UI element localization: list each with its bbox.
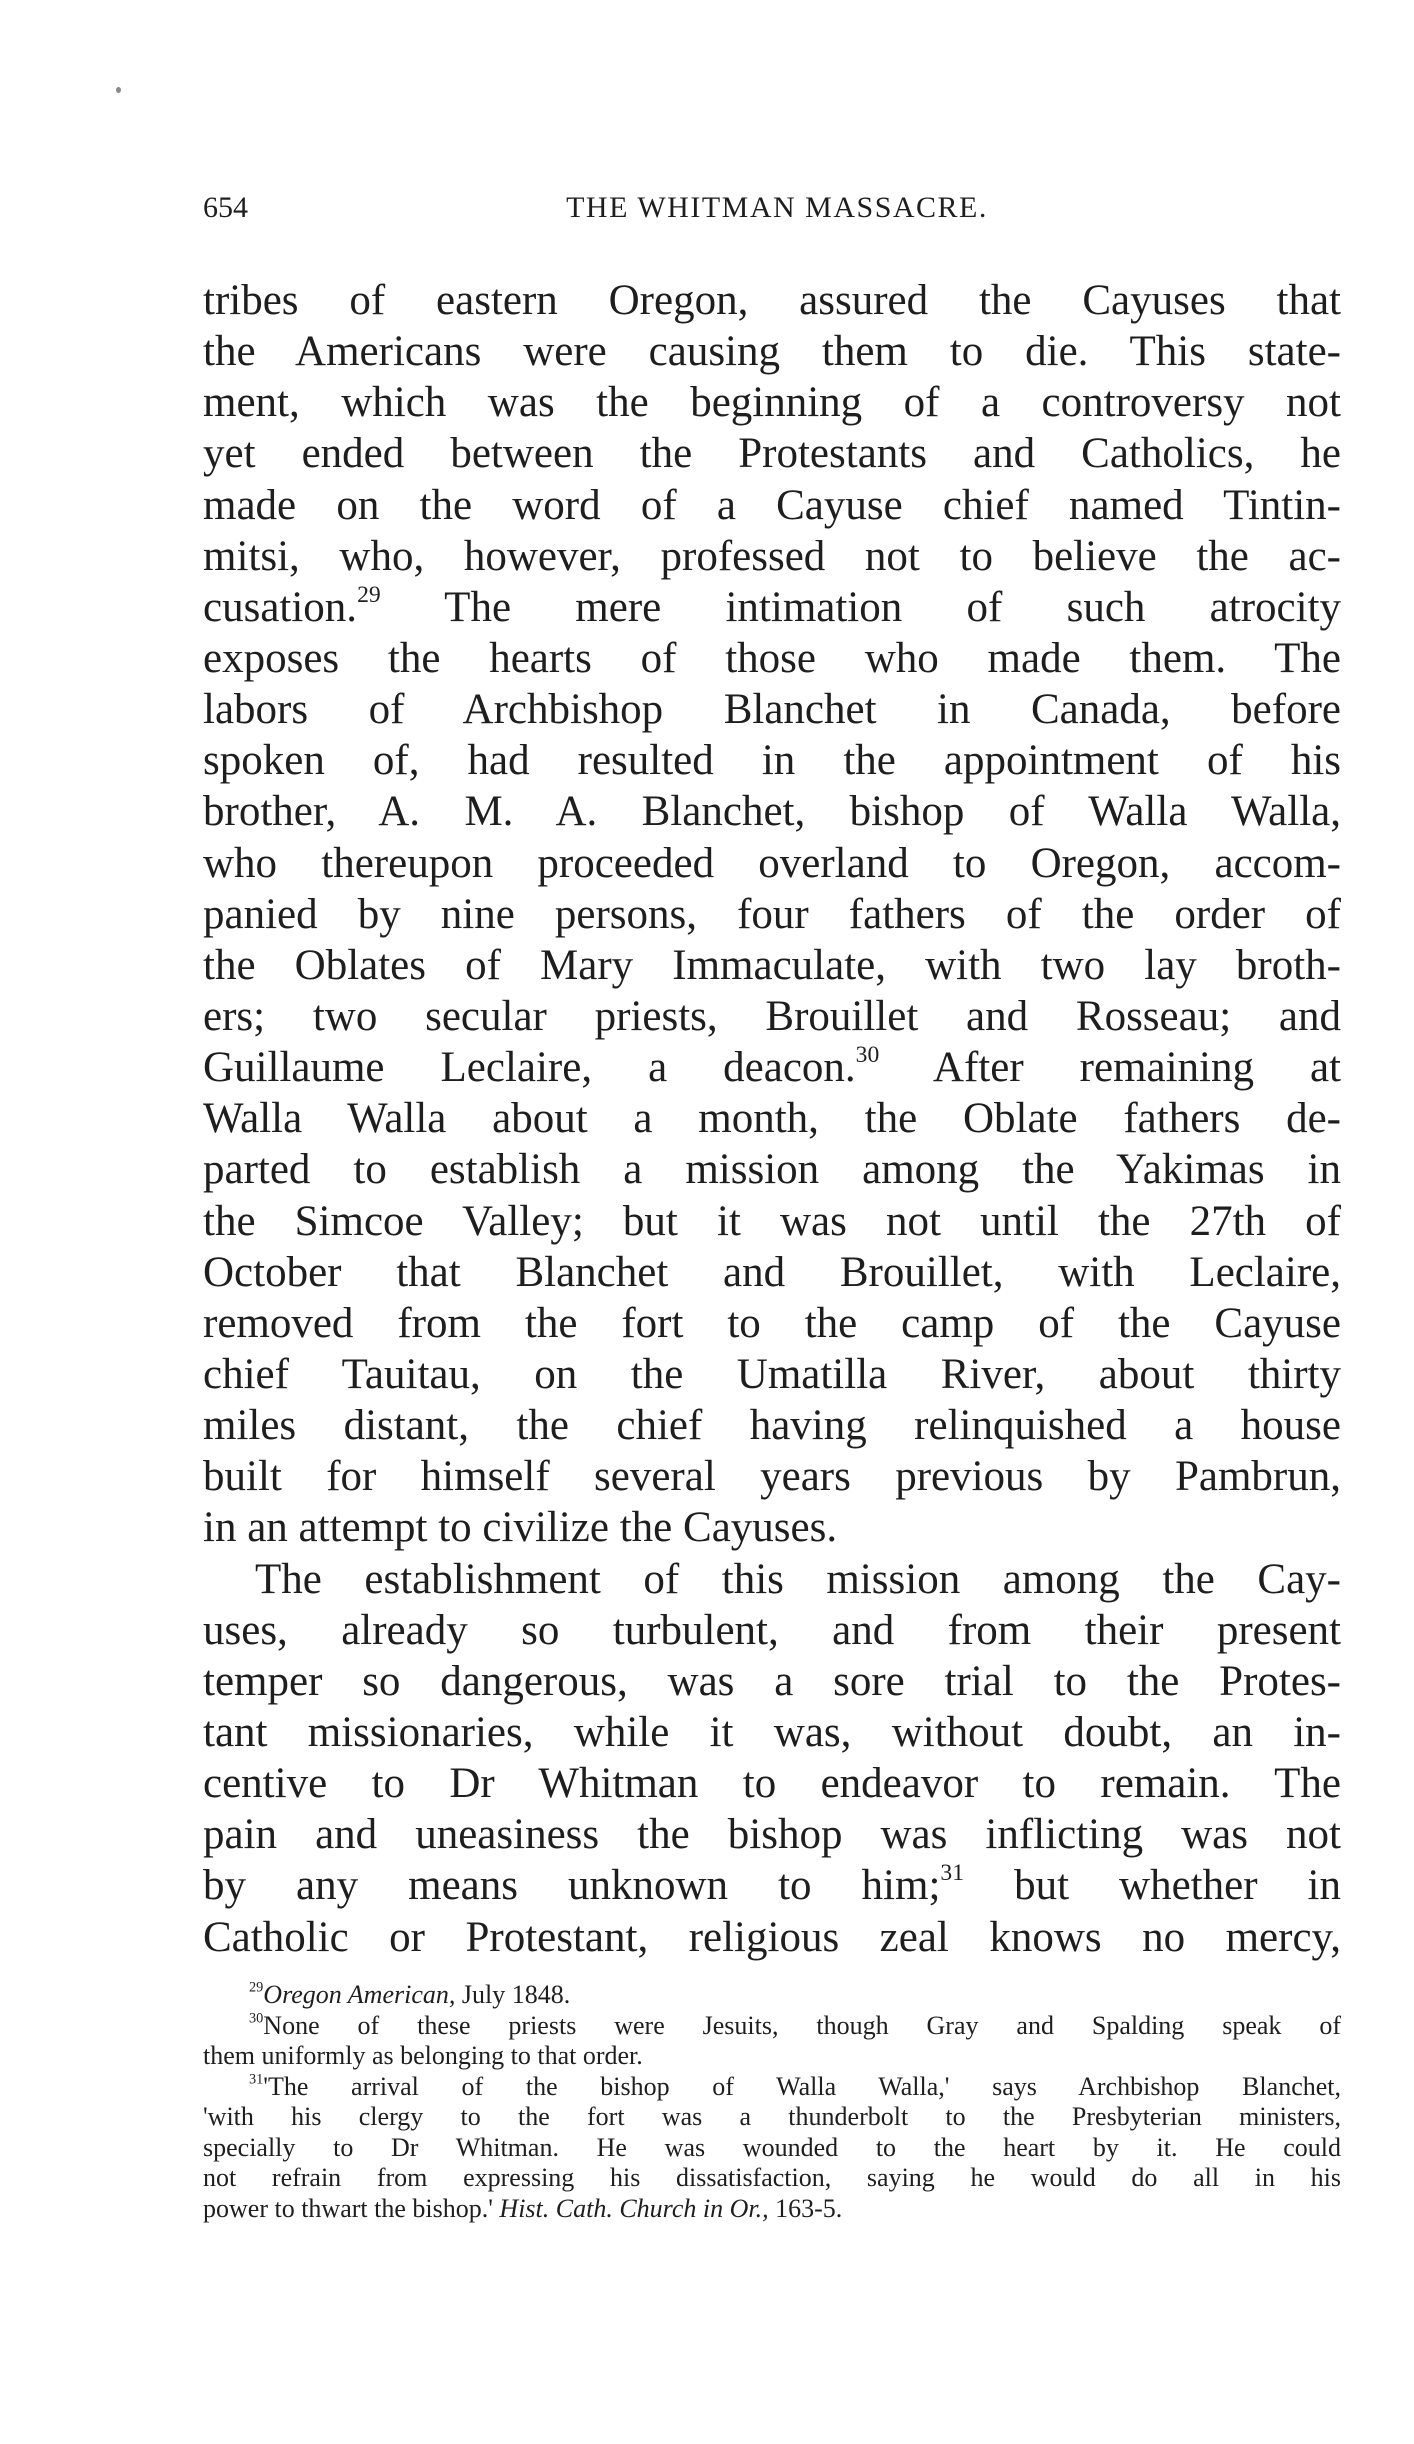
body-line-text: October that Blanchet and Brouillet, with Leclaire, (203, 1248, 1341, 1296)
body-line-text: brother, A. M. A. Blanchet, bishop of Walla Walla, (203, 788, 1341, 836)
footnote-number: 29 (249, 1979, 264, 1996)
body-line (203, 633, 1341, 684)
body-line-text: cusation. (203, 583, 358, 631)
body-line-text: by any means unknown to him; (203, 1862, 941, 1910)
footnote-line (203, 2011, 1341, 2042)
body-line-text: pain and uneasiness the bishop was inflicting was not (203, 1811, 1341, 1859)
running-head (203, 188, 1341, 228)
body-line (203, 889, 1341, 940)
body-text (203, 275, 1341, 1963)
body-line-text: mitsi, who, however, professed not to believe the ac- (203, 532, 1341, 580)
body-line-text: uses, already so turbulent, and from their present (203, 1606, 1341, 1654)
body-line-text: removed from the fort to the camp of the Cayuse (203, 1299, 1341, 1347)
footnote-text: 'with his clergy to the fort was a thunderbolt to the Presbyterian ministers, (203, 2102, 1341, 2131)
footnote-text: not refrain from expressing his dissatisfaction, saying he would do all in his (203, 2163, 1341, 2192)
body-line-text: in an attempt to civilize the Cayuses. (203, 1504, 838, 1552)
body-line-text: temper so dangerous, was a sore trial to the Protes- (203, 1657, 1341, 1705)
footnote-text: specially to Dr Whitman. He was wounded to the heart by it. He could (203, 2132, 1341, 2162)
body-line (203, 428, 1341, 479)
footnote-text: power to thwart the bishop.' (203, 2193, 500, 2223)
body-line-text: the Americans were causing them to die. This state- (203, 328, 1341, 376)
body-line-text: panied by nine persons, four fathers of the order of (203, 890, 1341, 938)
body-line (203, 940, 1341, 991)
footnote-line (203, 2041, 1341, 2072)
footnote-line (203, 2194, 1341, 2225)
footnote-italic: Oregon American, (263, 1980, 456, 2009)
footnote-line (203, 2163, 1341, 2194)
body-line (203, 1707, 1341, 1758)
body-line (203, 1400, 1341, 1451)
body-line (203, 735, 1341, 786)
body-line-text: miles distant, the chief having relinquished a house (203, 1402, 1341, 1450)
body-line (203, 1860, 1341, 1911)
body-line-text: tant missionaries, while it was, without doubt, an in- (203, 1708, 1341, 1756)
body-line-text: After remaining at (879, 1044, 1341, 1092)
body-line (203, 838, 1341, 889)
body-line (203, 1349, 1341, 1400)
body-line-text: yet ended between the Protestants and Catholics, he (203, 430, 1341, 478)
page-number: 654 (203, 191, 248, 224)
body-line (203, 991, 1341, 1042)
body-line-text: Catholic or Protestant, religious zeal knows no mercy, (203, 1913, 1341, 1961)
body-line-text: chief Tauitau, on the Umatilla River, about thirty (203, 1350, 1341, 1398)
body-line (203, 1912, 1341, 1963)
footnote-line (203, 2133, 1341, 2164)
body-line-text: spoken of, had resulted in the appointment of his (203, 737, 1341, 785)
body-line (203, 1298, 1341, 1349)
body-line-text: parted to establish a mission among the Yakimas in (203, 1146, 1341, 1194)
body-line-text: made on the word of a Cayuse chief named Tintin- (203, 481, 1341, 529)
body-line (203, 1502, 1341, 1553)
body-line-text: the Simcoe Valley; but it was not until the 27th of (203, 1197, 1341, 1245)
footnote-number: 30 (249, 2010, 264, 2027)
body-line (203, 1451, 1341, 1502)
footnote-line (203, 2072, 1341, 2103)
body-line (203, 1656, 1341, 1707)
body-line (203, 326, 1341, 377)
body-line-text: the Oblates of Mary Immaculate, with two lay broth- (203, 941, 1341, 989)
body-line-text: The mere intimation of such atrocity (380, 583, 1341, 631)
body-line-text: who thereupon proceeded overland to Oregon, accom- (203, 839, 1341, 887)
body-line-text: centive to Dr Whitman to endeavor to remain. The (203, 1760, 1341, 1808)
footnote-text: them uniformly as belonging to that order. (203, 2041, 643, 2070)
footnote-ref: 29 (357, 581, 381, 608)
body-line-text: ers; two secular priests, Brouillet and Rosseau; and (203, 992, 1341, 1040)
body-line (203, 1554, 1341, 1605)
footnote-text: July 1848. (455, 1980, 571, 2009)
footnote-ref: 30 (855, 1042, 880, 1069)
body-line (203, 684, 1341, 735)
body-line (203, 1042, 1341, 1093)
running-title: THE WHITMAN MASSACRE. (566, 191, 988, 224)
body-line-text: labors of Archbishop Blanchet in Canada, before (203, 686, 1341, 734)
body-line (203, 531, 1341, 582)
body-line (203, 1758, 1341, 1809)
body-line (203, 1196, 1341, 1247)
print-speck (116, 87, 121, 93)
body-line-text: ment, which was the beginning of a controversy not (203, 379, 1341, 427)
body-line (203, 377, 1341, 428)
body-line (203, 480, 1341, 531)
footnote-line (203, 2102, 1341, 2133)
footnotes (203, 1980, 1341, 2224)
footnote-text: 163-5. (768, 2193, 843, 2223)
body-line-text: tribes of eastern Oregon, assured the Cayuses that (203, 277, 1341, 324)
body-line-text: Walla Walla about a month, the Oblate fathers de- (203, 1095, 1341, 1143)
body-line (203, 1605, 1341, 1656)
footnote-text: None of these priests were Jesuits, though Gray and Spalding speak of (263, 2010, 1341, 2040)
body-line-text: The establishment of this mission among the Cay- (255, 1555, 1341, 1603)
footnote-number: 31 (249, 2071, 264, 2088)
body-line-text: exposes the hearts of those who made them. The (203, 634, 1341, 682)
footnote-italic: Hist. Cath. Church in Or., (499, 2193, 769, 2223)
body-line (203, 1247, 1341, 1298)
footnote-text: 'The arrival of the bishop of Walla Walla,' says Archbishop Blanchet, (263, 2071, 1341, 2101)
footnote-line (203, 1980, 1341, 2011)
body-line (203, 786, 1341, 837)
body-line (203, 275, 1341, 326)
body-line (203, 582, 1341, 633)
body-line (203, 1809, 1341, 1860)
body-line-text: but whether in (964, 1862, 1342, 1910)
body-line-text: built for himself several years previous by Pambrun, (203, 1453, 1341, 1501)
body-line-text: Guillaume Leclaire, a deacon. (203, 1044, 856, 1092)
footnote-ref: 31 (940, 1860, 965, 1887)
body-line (203, 1093, 1341, 1144)
body-line (203, 1144, 1341, 1195)
